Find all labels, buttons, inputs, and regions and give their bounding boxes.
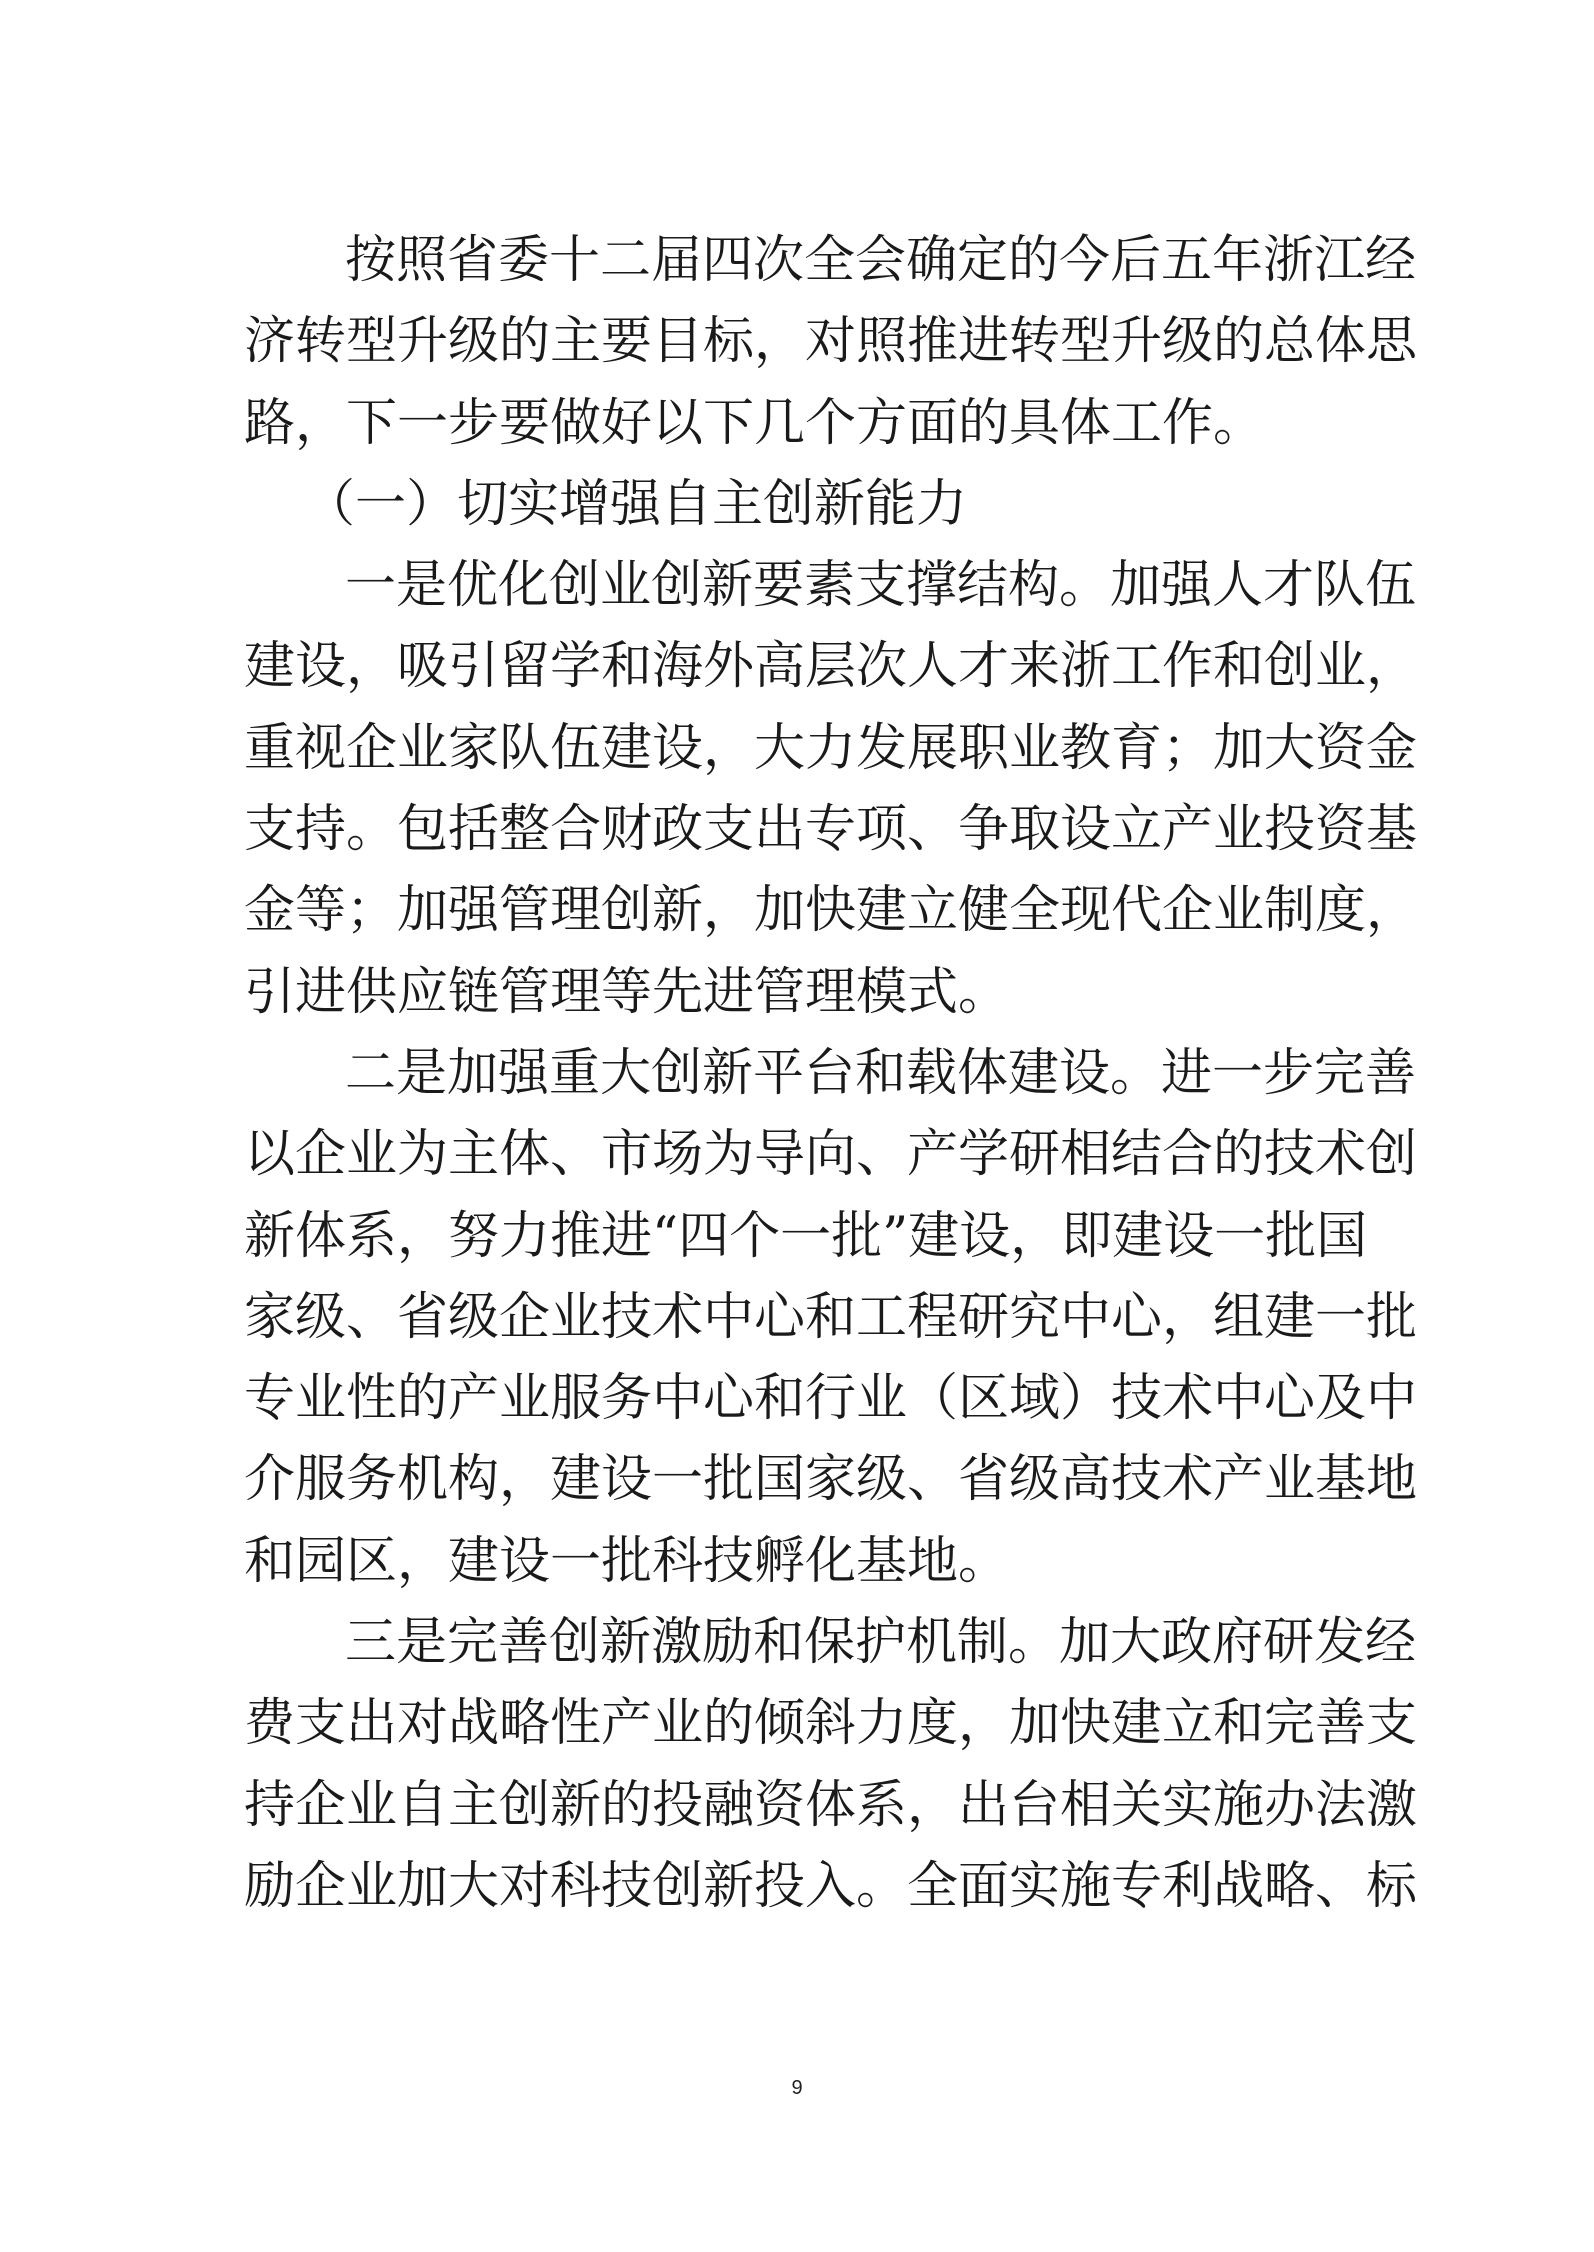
text-line: 支持。包括整合财政支出专项、争取设立产业投资基 bbox=[244, 800, 1418, 860]
text-line: 引进供应链管理等先进管理模式。 bbox=[244, 962, 1010, 1022]
text-line: 重视企业家队伍建设，大力发展职业教育；加大资金 bbox=[244, 718, 1418, 778]
text-line: 持企业自主创新的投融资体系，出台相关实施办法激 bbox=[244, 1775, 1418, 1835]
text-line: 新体系，努力推进“四个一批”建设，即建设一批国 bbox=[244, 1206, 1368, 1266]
text-line: 二是加强重大创新平台和载体建设。进一步完善 bbox=[345, 1043, 1417, 1103]
page-number: 9 bbox=[791, 2077, 803, 2099]
text-line: 金等；加强管理创新，加快建立健全现代企业制度， bbox=[244, 881, 1418, 941]
text-line: 三是完善创新激励和保护机制。加大政府研发经 bbox=[345, 1613, 1417, 1673]
paragraph-intro bbox=[244, 220, 1418, 464]
text-line: 路，下一步要做好以下几个方面的具体工作。 bbox=[244, 393, 1265, 453]
text-line: 费支出对战略性产业的倾斜力度，加快建立和完善支 bbox=[244, 1694, 1418, 1754]
text-line: 济转型升级的主要目标，对照推进转型升级的总体思 bbox=[244, 312, 1418, 372]
section-heading bbox=[244, 464, 1359, 545]
text-line: 介服务机构，建设一批国家级、省级高技术产业基地 bbox=[244, 1450, 1418, 1510]
body-text bbox=[244, 220, 1418, 1927]
heading-line: （一）切实增强自主创新能力 bbox=[304, 474, 968, 534]
paragraph-point-3 bbox=[244, 1602, 1418, 1927]
text-line: 励企业加大对科技创新投入。全面实施专利战略、标 bbox=[244, 1856, 1418, 1916]
text-line: 按照省委十二届四次全会确定的今后五年浙江经 bbox=[345, 231, 1417, 290]
text-line: 和园区，建设一批科技孵化基地。 bbox=[244, 1531, 1010, 1591]
paragraph-point-2 bbox=[244, 1033, 1418, 1602]
text-line: 一是优化创业创新要素支撑结构。加强人才队伍 bbox=[345, 556, 1417, 616]
paragraph-point-1 bbox=[244, 545, 1418, 1033]
text-line: 以企业为主体、市场为导向、产学研相结合的技术创 bbox=[244, 1125, 1418, 1185]
text-line: 建设，吸引留学和海外高层次人才来浙工作和创业， bbox=[244, 637, 1418, 697]
text-line: 专业性的产业服务中心和行业（区域）技术中心及中 bbox=[244, 1369, 1418, 1429]
text-line: 家级、省级企业技术中心和工程研究中心，组建一批 bbox=[244, 1287, 1418, 1347]
